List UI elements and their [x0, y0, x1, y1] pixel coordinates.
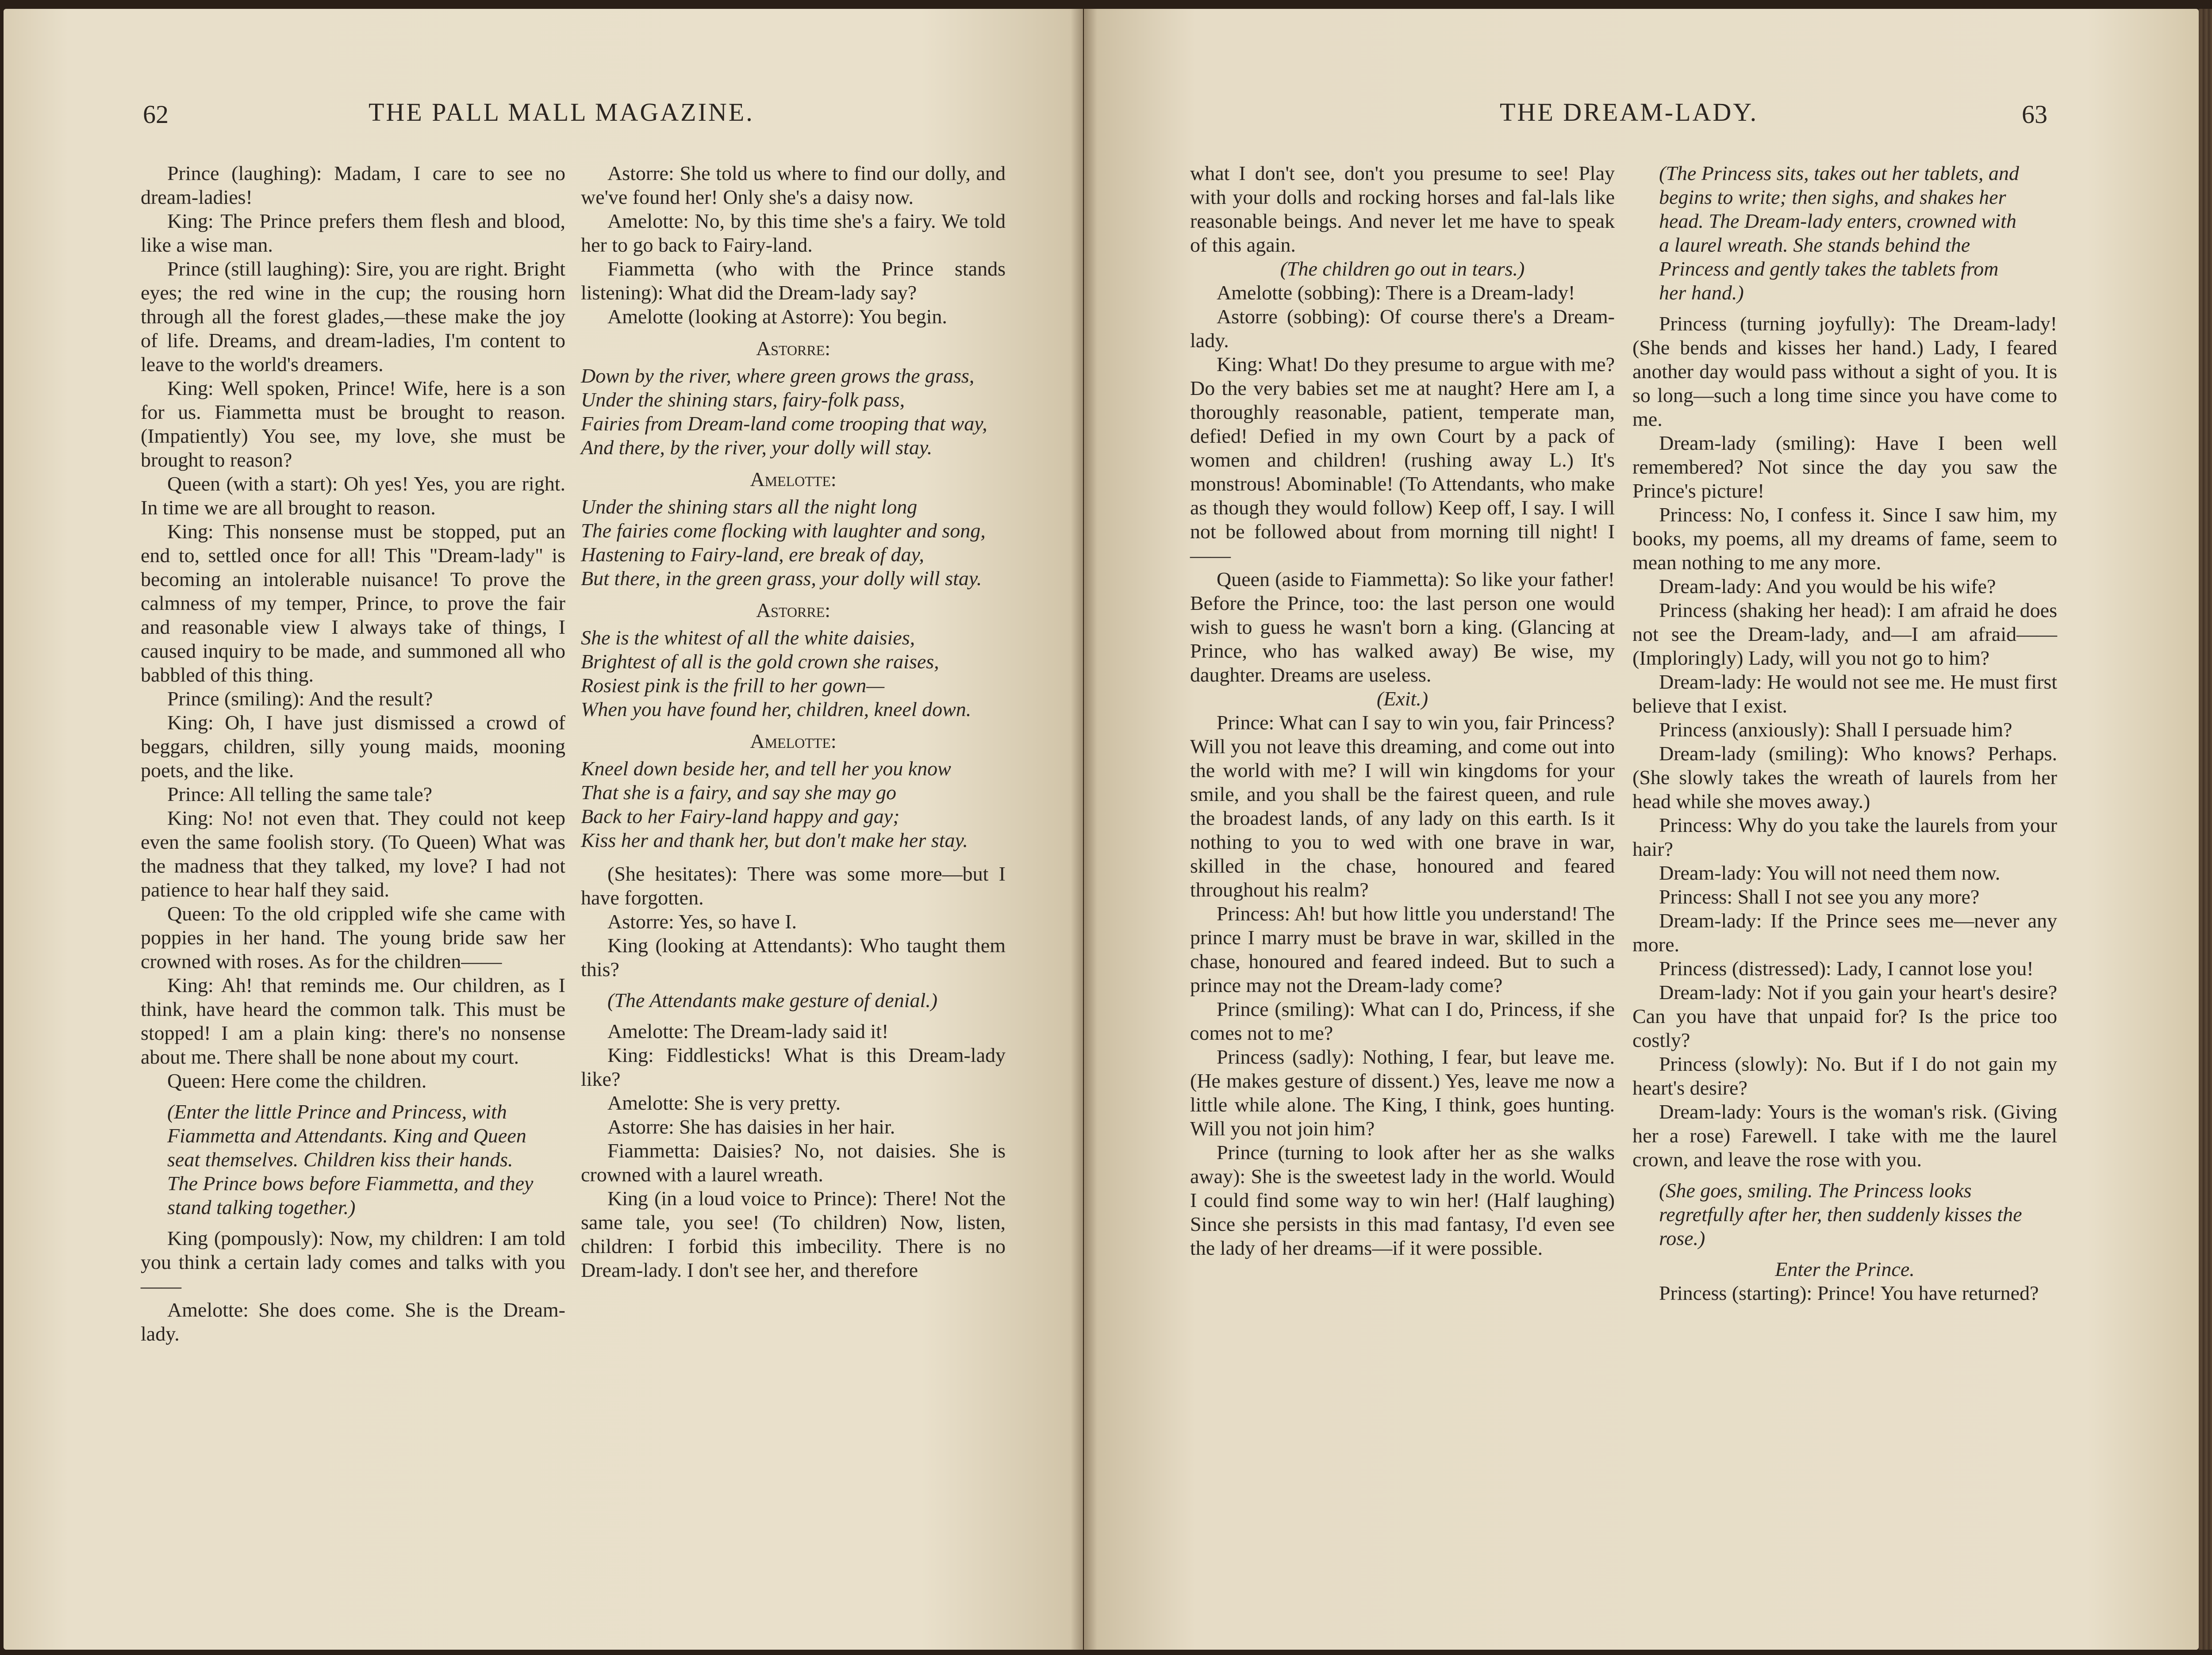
verse-line: She is the whitest of all the white daisies,: [581, 626, 915, 649]
paragraph: King (in a loud voice to Prince): There! Not the same tale, you see! (To children) Now, listen, children: I forbid this imbecility. There is no Dream-lady. I don't see her, and therefore: [581, 1187, 1006, 1281]
paragraph: King: The Prince prefers them flesh and blood, like a wise man.: [141, 210, 565, 256]
stage-direction: (She goes, smiling. The Princess looks regretfully after her, then suddenly kisses the rose.): [1659, 1179, 2022, 1249]
page-edges: [2199, 9, 2212, 1650]
paragraph: King: Well spoken, Prince! Wife, here is a son for us. Fiammetta must be brought to reason. (Impatiently) You see, my love, she must be brought to reason?: [141, 377, 565, 471]
paragraph: King: What! Do they presume to argue with me? Do the very babies set me at naught? Here am I, a thoroughly reasonable, patient, temperate man, defied! Defied in my own Court by a pack of women and children! (rushing away L.) It's monstrous! Abominable! (To Attendants, who make as though they would follow) Keep off, I say. I will not be followed about from morning till night! I——: [1190, 353, 1615, 567]
stage-direction: (Enter the little Prince and Princess, with Fiammetta and Attendants. King and Queen seat themselves. Children kiss their hands. The Prince bows before Fiammetta, and they stand talking together.): [167, 1100, 534, 1218]
song-speaker: Amelotte:: [750, 730, 837, 752]
paragraph: Queen: Here come the children.: [167, 1069, 427, 1092]
paragraph: Amelotte: The Dream-lady said it!: [607, 1020, 889, 1042]
paragraph: Prince (smiling): And the result?: [167, 687, 433, 710]
paragraph: Princess: Shall I not see you any more?: [1659, 885, 1980, 908]
paragraph: Astorre: She told us where to find our dolly, and we've found her! Only she's a daisy now.: [581, 162, 1006, 208]
paragraph: Prince (laughing): Madam, I care to see no dream-ladies!: [141, 162, 565, 208]
paragraph: (She hesitates): There was some more—but I have forgotten.: [581, 862, 1006, 909]
paragraph: Amelotte: She does come. She is the Dream-lady.: [141, 1299, 565, 1345]
left-column-1: [141, 161, 565, 1346]
paragraph: Princess (distressed): Lady, I cannot lose you!: [1659, 957, 2034, 980]
left-column-2: [581, 161, 1006, 1282]
paragraph: King: Ah! that reminds me. Our children, as I think, have heard the common talk. This must be stopped! I am a plain king: there's no nonsense about me. There shall be none about my court.: [141, 974, 565, 1068]
paragraph: Princess: No, I confess it. Since I saw him, my books, my poems, all my dreams of fame, seem to mean nothing to me any more.: [1632, 503, 2057, 574]
paragraph: Dream-lady (smiling): Who knows? Perhaps. (She slowly takes the wreath of laurels from her head while she moves away.): [1632, 742, 2057, 812]
verse-line: But there, in the green grass, your dolly will stay.: [581, 567, 982, 590]
book-gutter: [1071, 9, 1097, 1650]
right-page: [1084, 9, 2199, 1650]
paragraph: Amelotte (sobbing): There is a Dream-lady!: [1217, 281, 1575, 304]
paragraph: King (pompously): Now, my children: I am told you think a certain lady comes and talks with you——: [141, 1227, 565, 1297]
paragraph: Fiammetta (who with the Prince stands listening): What did the Dream-lady say?: [581, 257, 1006, 304]
paragraph: Astorre: She has daisies in her hair.: [607, 1115, 895, 1138]
paragraph: Prince (smiling): What can I do, Princess, if she comes not to me?: [1190, 998, 1615, 1044]
paragraph: King: No! not even that. They could not keep even the same foolish story. (To Queen) What was the madness that they talked, my love? I had not patience to hear half they said.: [141, 807, 565, 901]
paragraph: Princess (sadly): Nothing, I fear, but leave me. (He makes gesture of dissent.) Yes, leave me now a little while alone. The King, I think, goes hunting. Will you not join him?: [1190, 1046, 1615, 1140]
song-speaker: Amelotte:: [750, 468, 837, 490]
paragraph: Prince (still laughing): Sire, you are right. Bright eyes; the red wine in the cup; the rousing horn through all the forest glades,—these make the joy of life. Dreams, and dream-ladies, I'm content to leave to the world's dreamers.: [141, 257, 565, 375]
song-speaker: Astorre:: [756, 599, 831, 621]
paragraph: Princess (shaking her head): I am afraid he does not see the Dream-lady, and—I am afraid—— (Imploringly) Lady, will you not go to him?: [1632, 599, 2057, 669]
verse-line: Hastening to Fairy-land, ere break of day,: [581, 543, 924, 566]
paragraph: King: This nonsense must be stopped, put an end to, settled once for all! This "Dream-lady" is becoming an intolerable nuisance! To prove the calmness of my temper, Prince, to prove the fair and reasonable view I always take of things, I caused inquiry to be made, and summoned all who babbled of this thing.: [141, 520, 565, 686]
paragraph: Fiammetta: Daisies? No, not daisies. She is crowned with a laurel wreath.: [581, 1139, 1006, 1186]
paragraph: Amelotte: She is very pretty.: [607, 1092, 841, 1114]
paragraph: Princess: Why do you take the laurels from your hair?: [1632, 814, 2057, 860]
left-page: [4, 9, 1083, 1650]
paragraph: Queen (aside to Fiammetta): So like your father! Before the Prince, too: the last person one would wish to guess he wasn't born a king. (Glancing at Prince, who has walked away) Be wise, my daughter. Dreams are useless.: [1190, 568, 1615, 686]
song-speaker: Astorre:: [756, 337, 831, 360]
paragraph: King: Fiddlesticks! What is this Dream-lady like?: [581, 1044, 1006, 1090]
page-number-left: 62: [143, 100, 169, 129]
paragraph: Dream-lady (smiling): Have I been well remembered? Not since the day you saw the Prince's picture!: [1632, 432, 2057, 502]
paragraph: Queen (with a start): Oh yes! Yes, you are right. In time we are all brought to reason.: [141, 472, 565, 519]
paragraph: Dream-lady: You will not need them now.: [1659, 862, 2001, 884]
paragraph: Amelotte (looking at Astorre): You begin.: [607, 305, 947, 328]
paragraph: Princess (starting): Prince! You have returned?: [1659, 1282, 2039, 1304]
paragraph: Dream-lady: If the Prince sees me—never any more.: [1632, 909, 2057, 956]
paragraph: Astorre (sobbing): Of course there's a Dream-lady.: [1190, 305, 1615, 352]
stage-direction: Enter the Prince.: [1775, 1258, 1915, 1280]
verse-line: When you have found her, children, kneel down.: [581, 698, 972, 720]
right-column-2: [1632, 161, 2057, 1305]
paragraph: what I don't see, don't you presume to see! Play with your dolls and rocking horses and fal-lals like reasonable beings. And never let me have to speak of this again.: [1190, 162, 1615, 256]
stage-direction: (Exit.): [1376, 687, 1429, 710]
running-head-right: THE DREAM-LADY.: [1500, 98, 1759, 126]
verse-line: Down by the river, where green grows the grass,: [581, 364, 975, 387]
paragraph: Dream-lady: And you would be his wife?: [1659, 575, 1996, 598]
page-number-right: 63: [2022, 100, 2047, 129]
paragraph: Prince: What can I say to win you, fair Princess? Will you not leave this dreaming, and come out into the world with me? I will win kingdoms for your smile, and you shall be the fairest queen, and rule the broadest lands, of any lady on this earth. Is it nothing to you to wed with one brave in war, skilled in the chase, honoured and feared throughout his realm?: [1190, 711, 1615, 901]
right-column-1: [1190, 161, 1615, 1260]
verse-line: Under the shining stars, fairy-folk pass,: [581, 388, 905, 411]
stage-direction: (The children go out in tears.): [1280, 257, 1525, 280]
verse-line: Fairies from Dream-land come trooping that way,: [581, 412, 987, 435]
paragraph: King: Oh, I have just dismissed a crowd of beggars, children, silly young maids, mooning poets, and the like.: [141, 711, 565, 782]
verse-line: Back to her Fairy-land happy and gay;: [581, 805, 900, 828]
paragraph: Prince: All telling the same tale?: [167, 783, 433, 805]
verse-line: That she is a fairy, and say she may go: [581, 781, 896, 804]
paragraph: King (looking at Attendants): Who taught them this?: [581, 934, 1006, 981]
paragraph: Princess (slowly): No. But if I do not gain my heart's desire?: [1632, 1053, 2057, 1099]
paragraph: Astorre: Yes, so have I.: [607, 910, 797, 933]
paragraph: Princess (anxiously): Shall I persuade him?: [1659, 718, 2012, 741]
paragraph: Dream-lady: Yours is the woman's risk. (Giving her a rose) Farewell. I take with me the laurel crown, and leave the rose with you.: [1632, 1100, 2057, 1171]
stage-direction: (The Princess sits, takes out her tablets, and begins to write; then sighs, and shakes her head. The Dream-lady enters, crowned with a laurel wreath. She stands behind the Princess and gently takes the tablets from her hand.): [1659, 162, 2019, 304]
verse-line: Under the shining stars all the night long: [581, 495, 918, 518]
verse-line: Rosiest pink is the frill to her gown—: [581, 674, 885, 697]
paragraph: Princess (turning joyfully): The Dream-lady! (She bends and kisses her hand.) Lady, I feared another day would pass without a sight of you. It is so long—such a long time since you have come to me.: [1632, 312, 2057, 430]
paragraph: Dream-lady: He would not see me. He must first believe that I exist.: [1632, 670, 2057, 717]
paragraph: Princess: Ah! but how little you understand! The prince I marry must be brave in war, skilled in the chase, honoured and feared indeed. But to such a prince may not the Dream-lady come?: [1190, 902, 1615, 996]
paragraph: Queen: To the old crippled wife she came with poppies in her hand. The young bride saw her crowned with roses. As for the children——: [141, 902, 565, 973]
stage-direction: (The Attendants make gesture of denial.): [607, 989, 938, 1011]
paragraph: Prince (turning to look after her as she walks away): She is the sweetest lady in the world. Would I could find some way to win her! (Half laughing) Since she persists in this mad fantasy, I'd even see the lady of her dreams—if it were possible.: [1190, 1141, 1615, 1259]
paragraph: Dream-lady: Not if you gain your heart's desire? Can you have that unpaid for? Is the price too costly?: [1632, 981, 2057, 1051]
running-head-left: THE PALL MALL MAGAZINE.: [369, 98, 754, 126]
verse-line: Kiss her and thank her, but don't make her stay.: [581, 829, 968, 851]
verse-line: Kneel down beside her, and tell her you know: [581, 757, 951, 780]
verse-line: Brightest of all is the gold crown she raises,: [581, 650, 939, 673]
verse-line: The fairies come flocking with laughter and song,: [581, 519, 986, 542]
verse-line: And there, by the river, your dolly will stay.: [581, 436, 933, 459]
paragraph: Amelotte: No, by this time she's a fairy. We told her to go back to Fairy-land.: [581, 210, 1006, 256]
